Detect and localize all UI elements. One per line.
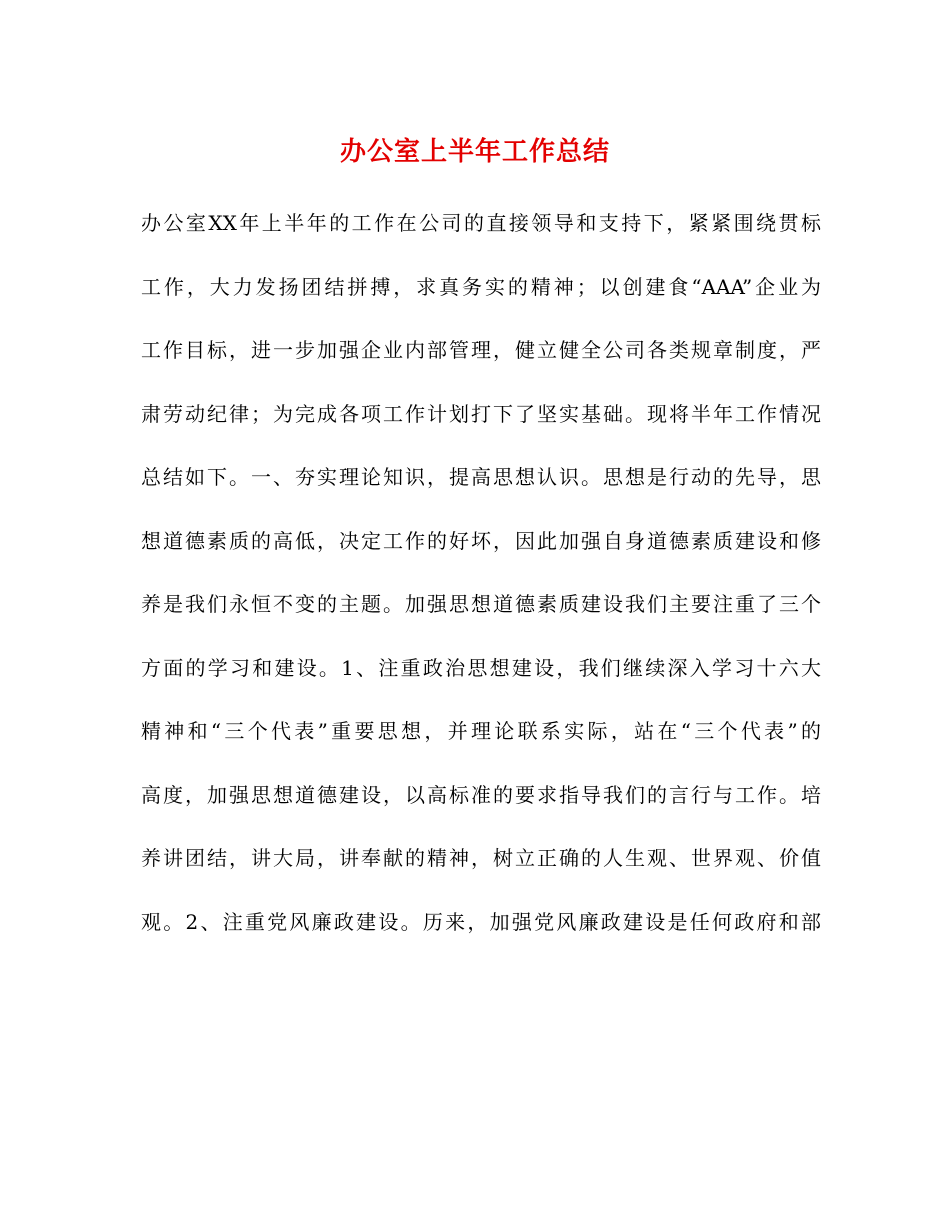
- document-body: [141, 192, 821, 954]
- body-line: 办公室XX年上半年的工作在公司的直接领导和支持下，紧紧围绕贯标: [141, 211, 821, 235]
- body-line: 工作，大力发扬团结拼搏，求真务实的精神；以创建食“AAA”企业为: [141, 274, 821, 299]
- body-line: 高度，加强思想道德建设，以高标准的要求指导我们的言行与工作。培: [141, 782, 821, 807]
- body-line: 总结如下。一、夯实理论知识，提高思想认识。思想是行动的先导，思: [141, 465, 821, 489]
- body-line: 方面的学习和建设。1、注重政治思想建设，我们继续深入学习十六大: [141, 655, 821, 680]
- body-line: 观。2、注重党风廉政建设。历来，加强党风廉政建设是任何政府和部: [141, 909, 821, 934]
- body-line: 养是我们永恒不变的主题。加强思想道德素质建设我们主要注重了三个: [141, 592, 821, 616]
- body-line: 肃劳动纪律；为完成各项工作计划打下了坚实基础。现将半年工作情况: [141, 401, 821, 426]
- body-line: 养讲团结，讲大局，讲奉献的精神，树立正确的人生观、世界观、价值: [141, 846, 821, 870]
- body-line: 工作目标，进一步加强企业内部管理，健立健全公司各类规章制度，严: [141, 338, 821, 362]
- body-line: 想道德素质的高低，决定工作的好坏，因此加强自身道德素质建设和修: [141, 528, 821, 553]
- body-line: 精神和“三个代表”重要思想，并理论联系实际，站在“三个代表”的: [141, 719, 821, 743]
- document-title: 办公室上半年工作总结: [339, 137, 610, 167]
